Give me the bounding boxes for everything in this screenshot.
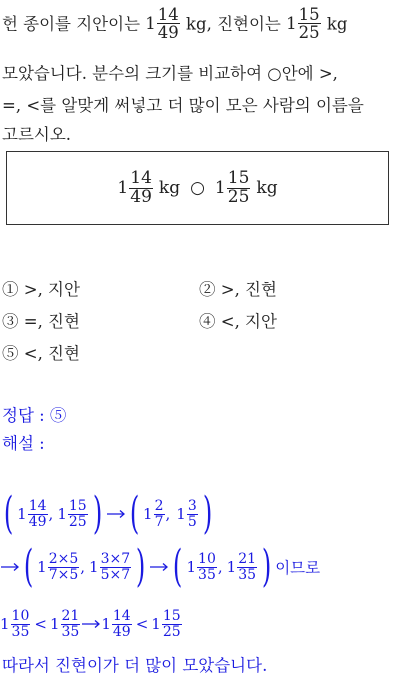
conclusion-text: 따라서 진현이가 더 많이 모았습니다. — [2, 656, 268, 675]
paren-close: ) — [261, 541, 272, 592]
choice-2[interactable]: ② >, 진현 — [199, 280, 277, 299]
jian-whole: 1 — [145, 14, 156, 34]
common-1b-num: 10 — [11, 607, 30, 624]
common-1-den: 35 — [198, 566, 216, 583]
sol-comma: , — [48, 505, 54, 523]
choice-1[interactable]: ① >, 지안 — [2, 280, 80, 299]
expanded-1 — [37, 552, 80, 582]
reduced-2-whole: 1 — [176, 505, 186, 523]
expanded-2-den: 5×7 — [100, 566, 131, 583]
arrow-icon — [149, 562, 169, 572]
sol-comma: , — [80, 558, 86, 576]
reduced-1-den: 7 — [154, 513, 164, 530]
arrow-icon — [106, 509, 126, 519]
question-line-2: 모았습니다. 분수의 크기를 비교하여 ○안에 >, — [2, 64, 338, 83]
sol-comma: , — [165, 505, 171, 523]
choice-5[interactable]: ⑤ <, 진현 — [2, 344, 80, 363]
explanation-label: 해설 : — [2, 434, 45, 453]
common-2b — [50, 609, 81, 639]
solution-line-3 — [0, 600, 183, 648]
box-jian-whole: 1 — [117, 178, 129, 198]
less-than-sign: < — [34, 615, 47, 633]
reduced-1-num: 2 — [154, 497, 164, 514]
less-than-sign: < — [135, 615, 149, 633]
common-2-whole: 1 — [226, 558, 237, 576]
reduced-2-num: 3 — [187, 497, 197, 514]
common-1b-den: 35 — [11, 623, 30, 640]
common-1-whole: 1 — [186, 558, 197, 576]
box-jinhyun-fraction — [214, 167, 251, 207]
box-unit-1: kg — [158, 178, 181, 198]
final-jinhyun — [151, 609, 182, 639]
common-2b-den: 35 — [61, 623, 80, 640]
paren-open: ( — [23, 541, 34, 592]
box-jinhyun-den: 25 — [227, 186, 250, 207]
solution-line-1 — [0, 488, 216, 540]
box-unit-2: kg — [256, 178, 278, 198]
jian-denominator: 49 — [157, 23, 179, 43]
comparison-box — [6, 151, 389, 225]
box-jinhyun-whole: 1 — [214, 178, 226, 198]
sol-jian-num: 14 — [28, 497, 47, 514]
sol-jian — [17, 499, 48, 529]
final-jinhyun-den: 25 — [162, 623, 181, 640]
box-jian-num: 14 — [130, 167, 152, 188]
common-2-num: 21 — [238, 550, 257, 567]
expanded-2-whole: 1 — [89, 558, 99, 576]
choice-4[interactable]: ④ <, 지안 — [199, 312, 277, 331]
question-text-a: 헌 종이를 지안이는 — [2, 14, 141, 34]
paren-open: ( — [173, 541, 183, 592]
expanded-1-num: 2×5 — [48, 550, 79, 567]
final-jian — [101, 609, 132, 639]
expanded-2 — [89, 552, 132, 582]
common-1b — [0, 609, 31, 639]
arrow-icon — [0, 562, 20, 572]
jian-fraction — [145, 6, 181, 42]
paren-close: ) — [202, 488, 213, 539]
question-line-1 — [2, 6, 347, 42]
solution-line-2 — [0, 541, 320, 593]
paren-close: ) — [92, 488, 103, 539]
answer-label: 정답 : ⑤ — [2, 406, 67, 425]
paren-open: ( — [3, 488, 14, 539]
common-1-num: 10 — [198, 550, 216, 567]
common-2 — [227, 552, 258, 582]
solution-suffix: 이므로 — [275, 559, 321, 577]
question-text-c: kg — [326, 14, 348, 34]
sol-jian-den: 49 — [28, 513, 47, 530]
sol-jian-whole: 1 — [17, 505, 27, 523]
comparison-circle[interactable]: ○ — [190, 178, 205, 198]
jinhyun-numerator: 15 — [298, 5, 320, 24]
final-jian-whole: 1 — [101, 615, 111, 633]
sol-jinhyun — [57, 499, 88, 529]
expanded-1-den: 7×5 — [48, 566, 79, 583]
jinhyun-whole: 1 — [286, 14, 297, 34]
sol-jinhyun-den: 25 — [68, 513, 87, 530]
sol-jinhyun-num: 15 — [68, 497, 87, 514]
final-jinhyun-whole: 1 — [151, 615, 161, 633]
box-jinhyun-num: 15 — [227, 167, 250, 188]
question-line-3: =, <를 알맞게 써넣고 더 많이 모은 사람의 이름을 — [2, 96, 364, 115]
common-1b-whole: 1 — [0, 615, 10, 633]
box-jian-den: 49 — [130, 186, 152, 207]
reduced-1-whole: 1 — [143, 505, 153, 523]
common-2b-num: 21 — [61, 607, 80, 624]
choice-3[interactable]: ③ =, 진현 — [2, 312, 80, 331]
jian-numerator: 14 — [157, 5, 179, 24]
paren-close: ) — [136, 541, 146, 592]
common-2b-whole: 1 — [49, 615, 60, 633]
question-text-b: kg, 진현이는 — [186, 14, 281, 34]
question-line-4: 고르시오. — [2, 125, 72, 144]
paren-open: ( — [129, 488, 140, 539]
final-jian-den: 49 — [112, 623, 131, 640]
final-jinhyun-num: 15 — [162, 607, 181, 624]
common-2-den: 35 — [238, 566, 257, 583]
final-jian-num: 14 — [112, 607, 131, 624]
sol-comma: , — [217, 558, 223, 576]
reduced-2-den: 5 — [187, 513, 197, 530]
arrow-icon — [81, 619, 101, 629]
jinhyun-denominator: 25 — [298, 23, 320, 43]
box-jian-fraction — [117, 167, 153, 207]
expanded-1-whole: 1 — [37, 558, 47, 576]
reduced-2 — [176, 499, 198, 529]
reduced-1 — [143, 499, 165, 529]
common-1 — [186, 552, 217, 582]
sol-jinhyun-whole: 1 — [57, 505, 67, 523]
expanded-2-num: 3×7 — [100, 550, 131, 567]
jinhyun-fraction — [286, 6, 322, 42]
